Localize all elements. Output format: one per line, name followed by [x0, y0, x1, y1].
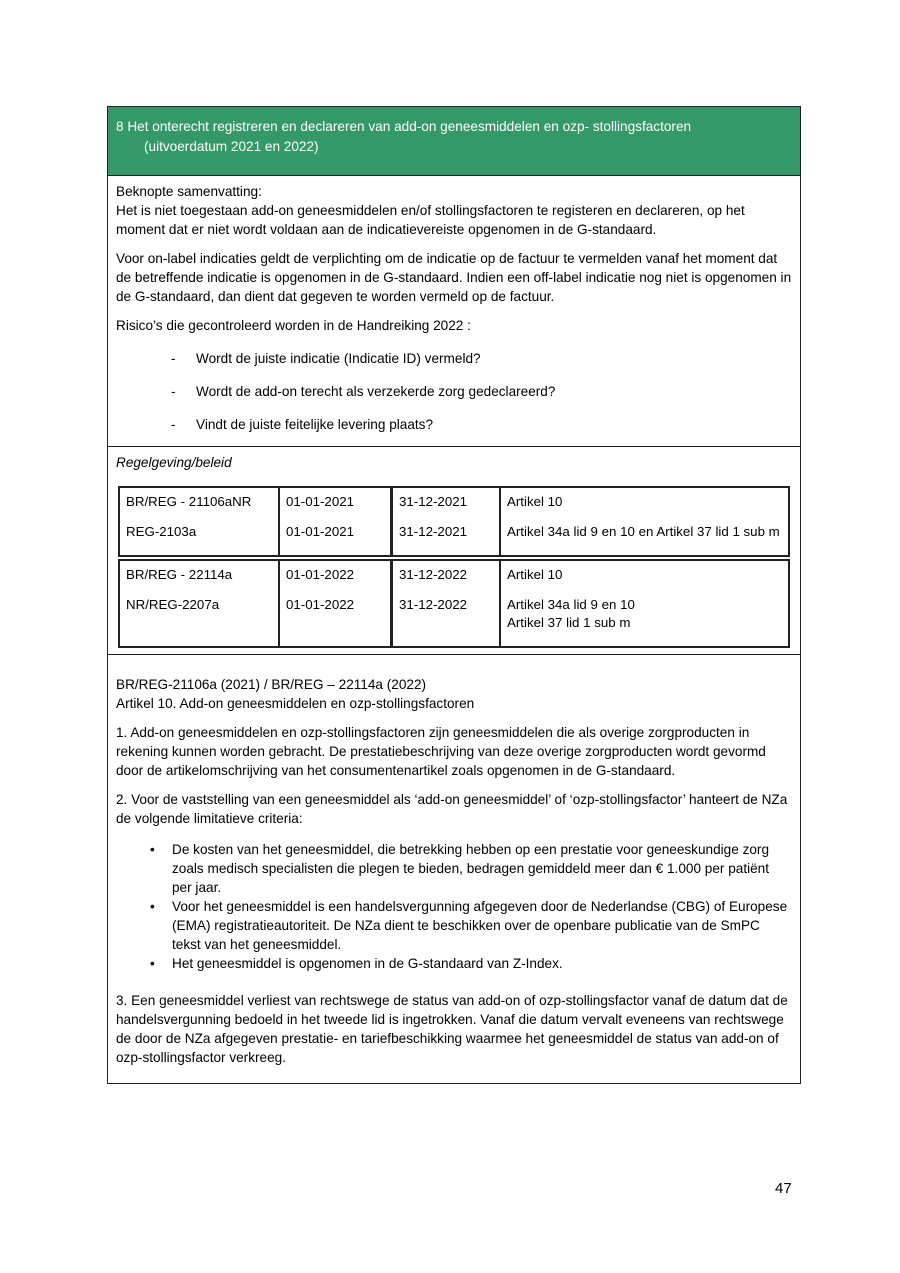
risk-text: Wordt de juiste indicatie (Indicatie ID) vermeld? — [196, 351, 481, 366]
section-header — [108, 107, 800, 176]
bullet-icon: • — [150, 842, 155, 857]
criteria-item — [116, 840, 792, 897]
article-cell — [500, 559, 790, 648]
article-paragraph-2: 2. Voor de vaststelling van een geneesmiddel als ‘add-on geneesmiddel’ of ‘ozp-stollingsfactor’ hanteert de NZa de volgende limitatieve criteria: — [116, 792, 788, 826]
header-title-line1: 8 Het onterecht registreren en declareren van add-on geneesmiddelen en ozp- stollingsfactoren — [116, 119, 692, 134]
article-paragraph-1: 1. Add-on geneesmiddelen en ozp-stollingsfactoren zijn geneesmiddelen die als overige zorgproducten in rekening kunnen worden gebracht. De prestatiebeschrijving van deze overige zorgproducten wordt gevormd door de artikelomschrijving van het consumentenartikel zoals opgenomen in de G-standaard. — [116, 725, 766, 778]
end-date: 31-12-2022 — [399, 567, 468, 582]
summary-section — [108, 176, 800, 447]
criteria-item — [116, 897, 792, 954]
summary-paragraph-1: Het is niet toegestaan add-on geneesmiddelen en/of stollingsfactoren te registeren en declareren, op het moment dat er niet wordt voldaan aan de indicatievereiste opgenomen in de G-standaard. — [116, 203, 745, 237]
end-date: 31-12-2021 — [399, 524, 468, 539]
article-section — [108, 655, 800, 1083]
table-row — [118, 486, 790, 557]
article-ref: Artikel 37 lid 1 sub m — [507, 615, 631, 630]
article-ref: Artikel 10 — [507, 494, 563, 509]
page-number: 47 — [775, 1180, 792, 1197]
risk-text: Wordt de add-on terecht als verzekerde zorg gedeclareerd? — [196, 384, 556, 399]
table-row — [118, 559, 790, 648]
article-ref-line: BR/REG-21106a (2021) / BR/REG – 22114a (2022) — [116, 677, 427, 692]
risk-item — [116, 382, 792, 401]
dash-bullet-icon: - — [171, 351, 176, 366]
dash-bullet-icon: - — [171, 417, 176, 432]
start-date: 01-01-2021 — [286, 524, 355, 539]
risk-item — [116, 349, 792, 368]
start-date-cell — [279, 559, 392, 648]
risk-text: Vindt de juiste feitelijke levering plaats? — [196, 417, 434, 432]
risk-item — [116, 415, 792, 434]
article-paragraph-3: 3. Een geneesmiddel verliest van rechtswege de status van add-on of ozp-stollingsfactor vanaf de datum dat de handelsvergunning bedoeld in het tweede lid is ingetrokken. Vanaf die datum vervalt eveneens van rechtswege de door de NZa afgegeven prestatie- en tariefbeschikking waarmee het geneesmiddel de status van add-on of ozp-stollingsfactor verkreeg. — [116, 993, 788, 1065]
dash-bullet-icon: - — [171, 384, 176, 399]
regulation-table — [118, 559, 790, 648]
reference: BR/REG - 21106aNR — [126, 494, 252, 509]
article-ref: Artikel 10 — [507, 567, 563, 582]
bullet-icon: • — [150, 899, 155, 914]
start-date: 01-01-2022 — [286, 567, 355, 582]
article-ref: Artikel 34a lid 9 en 10 en Artikel 37 lid 1 sub m — [507, 524, 780, 539]
article-ref: Artikel 34a lid 9 en 10 — [507, 597, 635, 612]
criteria-text: De kosten van het geneesmiddel, die betrekking hebben op een prestatie voor geneeskundige zorg zoals medisch specialisten die plegen te bieden, bedragen gemiddeld meer dan € 1.000 per patiënt per jaar. — [172, 842, 770, 895]
end-date: 31-12-2022 — [399, 597, 468, 612]
reference: NR/REG-2207a — [126, 597, 220, 612]
article-cell — [500, 486, 790, 557]
end-date: 31-12-2021 — [399, 494, 468, 509]
reference: REG-2103a — [126, 524, 197, 539]
regulation-table — [118, 486, 790, 557]
start-date: 01-01-2021 — [286, 494, 355, 509]
article-title: Artikel 10. Add-on geneesmiddelen en ozp-stollingsfactoren — [116, 696, 475, 711]
criteria-item — [116, 954, 792, 973]
policy-frame — [107, 106, 801, 1084]
reference-cell — [118, 486, 279, 557]
header-title-line2: (uitvoerdatum 2021 en 2022) — [144, 139, 319, 154]
summary-label: Beknopte samenvatting: — [116, 184, 262, 199]
reference: BR/REG - 22114a — [126, 567, 233, 582]
risks-intro: Risico’s die gecontroleerd worden in de Handreiking 2022 : — [116, 318, 471, 333]
bullet-icon: • — [150, 956, 155, 971]
criteria-list — [116, 840, 792, 973]
regulation-section — [108, 447, 800, 655]
end-date-cell — [392, 559, 500, 648]
criteria-text: Het geneesmiddel is opgenomen in de G-standaard van Z-Index. — [172, 956, 563, 971]
start-date: 01-01-2022 — [286, 597, 355, 612]
summary-paragraph-2: Voor on-label indicaties geldt de verplichting om de indicatie op de factuur te vermelden vanaf het moment dat de betreffende indicatie is opgenomen in de G-standaard. Indien een off-label indicatie nog niet is opgenomen in de G-standaard, dan dient dat gegeven te worden vermeld op de factuur. — [116, 251, 792, 304]
end-date-cell — [392, 486, 500, 557]
start-date-cell — [279, 486, 392, 557]
regulation-title: Regelgeving/beleid — [116, 455, 232, 470]
risks-list — [116, 349, 792, 434]
reference-cell — [118, 559, 279, 648]
criteria-text: Voor het geneesmiddel is een handelsvergunning afgegeven door de Nederlandse (CBG) of Europese (EMA) registratieautoriteit. De NZa dient te beschikken over de openbare publicatie van de SmPC tekst van het geneesmiddel. — [172, 899, 788, 952]
